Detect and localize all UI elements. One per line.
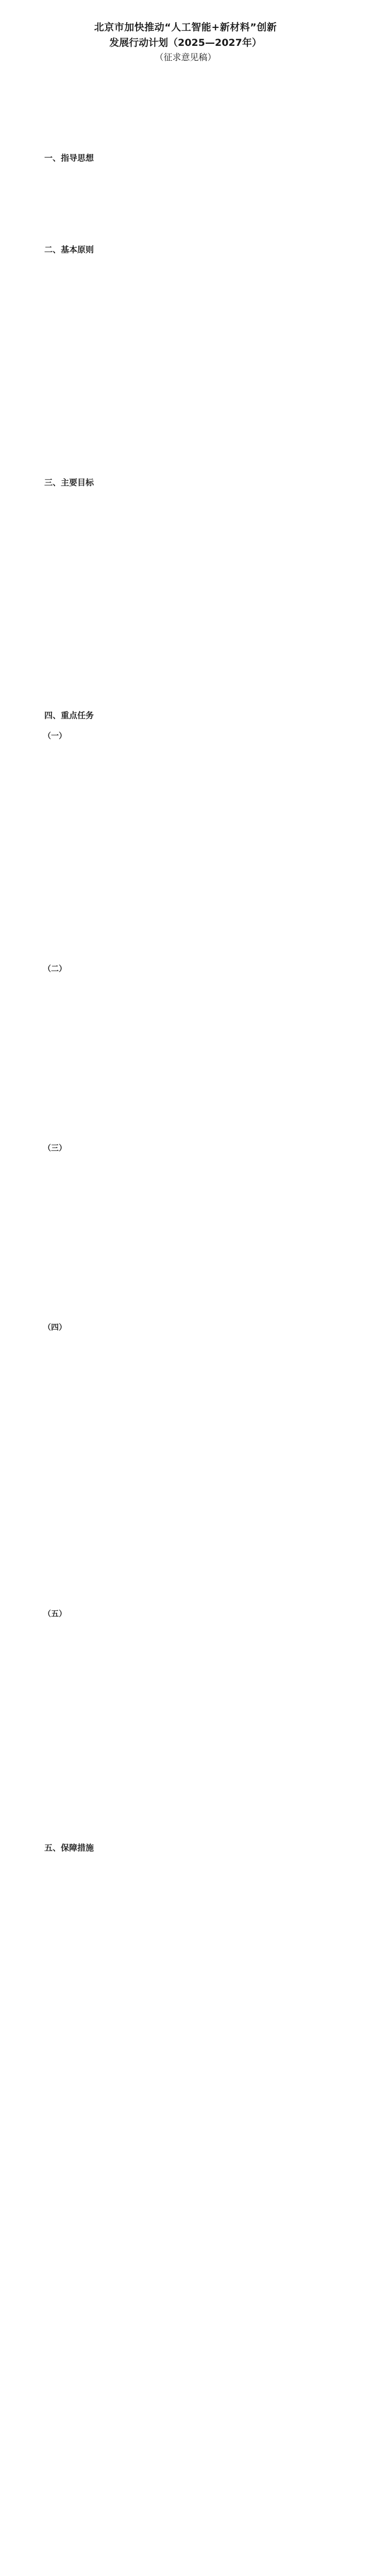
section-heading: 三、主要目标 (44, 478, 94, 487)
section-heading: 一、指导思想 (44, 153, 94, 163)
task-item (28, 1445, 343, 1494)
task-item (28, 1677, 343, 1727)
goal-paragraph (28, 652, 343, 702)
safeguard-paragraph (28, 1912, 343, 1962)
principle-paragraph (28, 262, 343, 311)
section-safeguards (28, 1839, 343, 2067)
task-body (28, 1032, 343, 1082)
task-item (28, 853, 343, 903)
goal-paragraph (28, 547, 343, 597)
draft-note: （征求意见稿） (155, 53, 216, 63)
section-heading: 二、基本原则 (44, 245, 94, 255)
task-group-heading: （五） (43, 1609, 67, 1618)
section-paragraph (28, 170, 343, 236)
task-body (28, 1391, 343, 1440)
task-item (28, 1032, 343, 1082)
section-guiding-ideology (28, 149, 343, 236)
task-item (28, 1552, 343, 1601)
task-body (28, 1731, 343, 1781)
task-body (28, 979, 343, 1028)
task-item (28, 1498, 343, 1548)
task-item (28, 907, 343, 956)
safeguard-paragraph (28, 1860, 343, 1909)
task-item (28, 1785, 343, 1834)
task-group-heading: （三） (43, 1143, 67, 1153)
task-group-heading: （四） (43, 1323, 67, 1332)
task-body (28, 1445, 343, 1494)
task-item (28, 1391, 343, 1440)
principle-paragraph (28, 367, 343, 416)
task-body (28, 853, 343, 903)
task-item (28, 800, 343, 849)
task-body (28, 1785, 343, 1834)
task-item (28, 979, 343, 1028)
section-heading: 四、重点任务 (44, 710, 94, 720)
task-item (28, 1212, 343, 1261)
section-heading: 五、保障措施 (44, 1843, 94, 1853)
document-title: 北京市加快推动“人工智能+新材料”创新 (94, 22, 277, 33)
task-body (28, 746, 343, 795)
task-body (28, 1212, 343, 1261)
task-body (28, 1498, 343, 1548)
task-body (28, 1086, 343, 1136)
section-main-goals (28, 474, 343, 702)
section-key-tasks (28, 707, 343, 1834)
principle-paragraph (28, 314, 343, 364)
task-body (28, 1265, 343, 1315)
task-item (28, 1265, 343, 1315)
section-basic-principles (28, 241, 343, 469)
task-body (28, 1552, 343, 1601)
task-group-heading: （一） (43, 731, 67, 740)
task-group-heading: （二） (43, 964, 67, 973)
task-item (28, 1624, 343, 1673)
task-item (28, 1731, 343, 1781)
principle-paragraph (28, 419, 343, 469)
goal-paragraph (28, 600, 343, 649)
task-item (28, 1086, 343, 1136)
document-subtitle: 发展行动计划（2025—2027年） (109, 37, 262, 48)
task-body (28, 1624, 343, 1673)
safeguard-paragraph (28, 1965, 343, 2014)
task-body (28, 1158, 343, 1208)
task-item (28, 746, 343, 795)
task-item (28, 1158, 343, 1208)
task-body (28, 1337, 343, 1387)
task-item (28, 1337, 343, 1387)
document-header (28, 20, 343, 65)
intro-paragraph (28, 78, 343, 144)
task-body (28, 1677, 343, 1727)
goal-paragraph (28, 495, 343, 544)
task-body (28, 907, 343, 956)
safeguard-paragraph (28, 2018, 343, 2067)
task-body (28, 800, 343, 849)
